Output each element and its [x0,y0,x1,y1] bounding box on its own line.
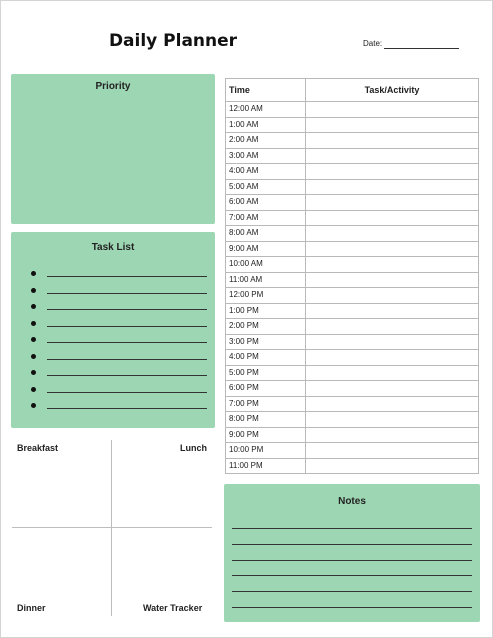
task-cell[interactable] [306,458,479,474]
dinner-label: Dinner [17,603,46,613]
date-field-line [384,48,459,49]
note-write-line[interactable] [232,544,472,545]
schedule-row [226,272,479,288]
task-cell[interactable] [306,102,479,118]
task-cell[interactable] [306,319,479,335]
task-cell[interactable] [306,133,479,149]
task-cell[interactable] [306,257,479,273]
task-write-line [47,342,207,343]
note-write-line[interactable] [232,560,472,561]
schedule-row [226,226,479,242]
task-cell[interactable] [306,241,479,257]
time-cell: 4:00 PM [226,350,306,366]
schedule-row [226,381,479,397]
schedule-row [226,396,479,412]
schedule-row [226,179,479,195]
task-cell[interactable] [306,443,479,459]
schedule-row [226,241,479,257]
task-list-title: Task List [91,242,135,253]
time-cell: 9:00 AM [226,241,306,257]
schedule-row [226,164,479,180]
lunch-label: Lunch [180,443,207,453]
schedule-row [226,210,479,226]
time-cell: 12:00 PM [226,288,306,304]
time-cell: 2:00 PM [226,319,306,335]
task-list-item[interactable] [31,401,207,413]
task-write-line [47,408,207,409]
schedule-table [225,78,479,474]
task-cell[interactable] [306,303,479,319]
schedule-row [226,427,479,443]
schedule-row [226,288,479,304]
task-write-line [47,276,207,277]
task-cell[interactable] [306,365,479,381]
schedule-row [226,350,479,366]
task-cell[interactable] [306,381,479,397]
schedule-row [226,458,479,474]
time-cell: 4:00 AM [226,164,306,180]
schedule-row [226,443,479,459]
priority-title: Priority [95,81,131,92]
time-cell: 12:00 AM [226,102,306,118]
priority-panel [11,74,215,224]
task-write-line [47,359,207,360]
schedule-row [226,334,479,350]
time-cell: 9:00 PM [226,427,306,443]
time-cell: 6:00 PM [226,381,306,397]
time-cell: 11:00 PM [226,458,306,474]
notes-panel [224,484,480,622]
note-write-line[interactable] [232,591,472,592]
time-cell: 3:00 AM [226,148,306,164]
task-list-item[interactable] [31,352,207,364]
schedule-row [226,102,479,118]
date-label: Date: [363,39,383,48]
task-cell[interactable] [306,179,479,195]
task-cell[interactable] [306,350,479,366]
meals-vertical-divider [111,440,112,616]
schedule-row [226,117,479,133]
bullet-icon [31,321,36,326]
time-cell: 8:00 PM [226,412,306,428]
task-cell[interactable] [306,427,479,443]
note-write-line[interactable] [232,528,472,529]
task-list-item[interactable] [31,385,207,397]
schedule-row [226,319,479,335]
task-cell[interactable] [306,396,479,412]
task-cell[interactable] [306,288,479,304]
time-cell: 5:00 PM [226,365,306,381]
task-list-item[interactable] [31,335,207,347]
time-cell: 10:00 PM [226,443,306,459]
task-cell[interactable] [306,164,479,180]
task-cell[interactable] [306,412,479,428]
task-list-panel [11,232,215,428]
schedule-row [226,412,479,428]
time-cell: 10:00 AM [226,257,306,273]
time-cell: 2:00 AM [226,133,306,149]
notes-title: Notes [338,496,366,507]
schedule-header-row [226,79,479,102]
bullet-icon [31,354,36,359]
schedule-body [226,102,479,474]
bullet-icon [31,288,36,293]
bullet-icon [31,403,36,408]
task-list-item[interactable] [31,286,207,298]
task-list-item[interactable] [31,302,207,314]
schedule-row [226,365,479,381]
note-write-line[interactable] [232,607,472,608]
schedule-row [226,148,479,164]
task-write-line [47,392,207,393]
schedule-row [226,195,479,211]
note-write-line[interactable] [232,575,472,576]
task-cell[interactable] [306,117,479,133]
task-write-line [47,326,207,327]
task-list-item[interactable] [31,368,207,380]
time-cell: 1:00 AM [226,117,306,133]
time-cell: 5:00 AM [226,179,306,195]
page-title: Daily Planner [108,31,238,51]
time-cell: 3:00 PM [226,334,306,350]
time-cell: 8:00 AM [226,226,306,242]
meals-horizontal-divider [12,527,212,528]
task-cell[interactable] [306,210,479,226]
bullet-icon [31,271,36,276]
task-list-item[interactable] [31,319,207,331]
task-write-line [47,375,207,376]
water-tracker-label: Water Tracker [143,603,203,613]
time-cell: 6:00 AM [226,195,306,211]
task-column-header: Task/Activity [306,79,479,102]
bullet-icon [31,304,36,309]
time-cell: 7:00 PM [226,396,306,412]
task-cell[interactable] [306,226,479,242]
schedule-row [226,133,479,149]
task-cell[interactable] [306,334,479,350]
task-write-line [47,293,207,294]
time-cell: 11:00 AM [226,272,306,288]
task-list-item[interactable] [31,269,207,281]
schedule-row [226,303,479,319]
bullet-icon [31,337,36,342]
task-cell[interactable] [306,272,479,288]
bullet-icon [31,387,36,392]
time-column-header: Time [226,79,306,102]
task-write-line [47,309,207,310]
task-cell[interactable] [306,148,479,164]
breakfast-label: Breakfast [17,443,59,453]
bullet-icon [31,370,36,375]
time-cell: 1:00 PM [226,303,306,319]
time-cell: 7:00 AM [226,210,306,226]
schedule-row [226,257,479,273]
task-cell[interactable] [306,195,479,211]
